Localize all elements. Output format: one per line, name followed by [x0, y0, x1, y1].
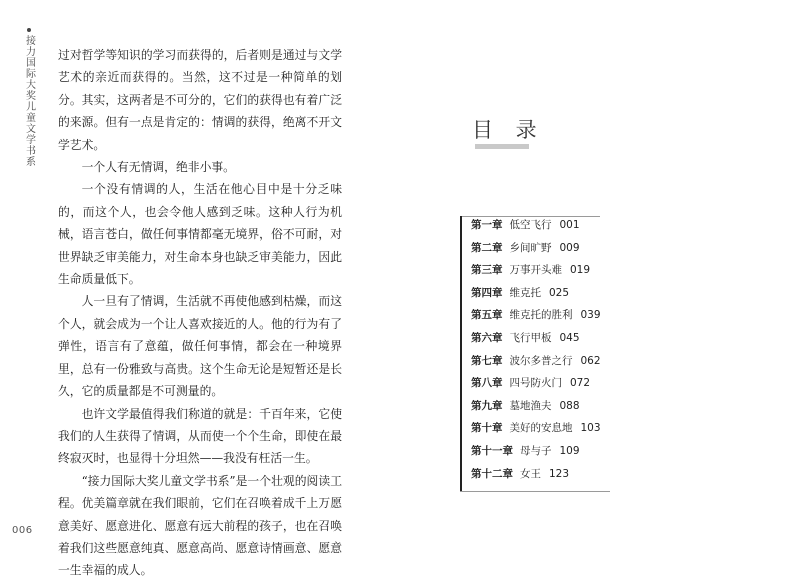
toc-chapter-number: 第八章: [471, 377, 503, 390]
paragraph: 也许文学最值得我们称道的就是：千百年来，它使我们的人生获得了情调，从而使一个个生命，即使在最终寂灭时，也显得十分坦然——我没有枉活一生。: [58, 406, 342, 466]
toc-chapter-number: 第五章: [471, 309, 503, 322]
toc-chapter-number: 第四章: [471, 286, 503, 299]
series-title-vertical: [22, 28, 36, 167]
toc-item[interactable]: [471, 304, 731, 327]
toc-item[interactable]: [471, 214, 731, 237]
toc-page-number: 072: [570, 377, 591, 390]
toc-chapter-title: 低空飞行: [509, 219, 552, 231]
toc-title: 目 录: [472, 118, 545, 142]
toc-item[interactable]: [471, 350, 731, 373]
toc-item[interactable]: [471, 395, 731, 418]
bullet-dot-icon: [27, 28, 31, 32]
body-text: [58, 44, 342, 582]
toc-chapter-title: 乡间旷野: [509, 241, 552, 254]
right-page: [395, 0, 790, 560]
toc-chapter-number: 第十一章: [471, 444, 513, 457]
toc-chapter-title: 美好的安息地: [509, 422, 573, 435]
toc-item[interactable]: [471, 417, 731, 440]
toc-page-number: 123: [549, 467, 570, 480]
toc-page-number: 062: [580, 354, 601, 367]
toc-chapter-title: 母与子: [520, 444, 552, 457]
series-title: 接力国际大奖儿童文学书系: [23, 35, 35, 167]
toc-chapter-title: 万事开头难: [509, 264, 562, 277]
toc-chapter-number: 第一章: [471, 219, 503, 231]
toc-item[interactable]: [471, 463, 731, 486]
toc-chapter-title: 墓地渔夫: [509, 399, 552, 412]
toc-bottom-divider: [460, 491, 610, 492]
toc-item[interactable]: [471, 259, 731, 282]
toc-item[interactable]: [471, 282, 731, 305]
paragraph: 一个人有无情调，绝非小事。: [81, 160, 235, 175]
left-page: [0, 0, 395, 578]
paragraph: 一个没有情调的人，生活在他心目中是十分乏味的，而这个人，也会令他人感到乏味。这种人行为机械，语言苍白，做任何事情都毫无境界，俗不可耐，对世界缺乏审美能力，对生命本身也缺乏审美能力，因此生命质量低下。: [58, 182, 342, 287]
toc-item[interactable]: [471, 440, 731, 463]
toc-page-number: 039: [580, 309, 601, 322]
toc-chapter-title: 飞行甲板: [509, 331, 552, 344]
toc-chapter-number: 第七章: [471, 354, 503, 367]
toc-chapter-title: 维克托的胜利: [509, 309, 573, 322]
toc-chapter-number: 第二章: [471, 241, 503, 254]
toc-chapter-number: 第三章: [471, 264, 503, 277]
toc-chapter-number: 第十章: [471, 422, 503, 435]
toc-page-number: 019: [570, 264, 591, 277]
toc-title-underline: [475, 144, 529, 149]
paragraph: 过对哲学等知识的学习而获得的，后者则是通过与文学艺术的亲近而获得的。当然，这不过是一种简单的划分。其实，这两者是不可分的，它们的获得也有着广泛的来源。但有一点是肯定的：情调的获得，绝离不开文学艺术。: [58, 48, 342, 152]
toc-item[interactable]: [471, 237, 731, 260]
toc-page-number: 009: [559, 241, 580, 254]
toc-item[interactable]: [471, 372, 731, 395]
toc-chapter-number: 第十二章: [471, 467, 513, 480]
toc-page-number: 025: [549, 286, 570, 299]
toc-chapter-title: 四号防火门: [509, 377, 562, 390]
toc-item[interactable]: [471, 327, 731, 350]
toc-chapter-number: 第六章: [471, 331, 503, 344]
toc-list: [471, 214, 731, 485]
toc-page-number: 088: [559, 399, 580, 412]
paragraph: “接力国际大奖儿童文学书系”是一个壮观的阅读工程。优美篇章就在我们眼前，它们在召唤着成千上万愿意美好、愿意进化、愿意有远大前程的孩子，也在召唤着我们这些愿意纯真、愿意高尚、愿意诗情画意、愿意一生幸福的成人。: [58, 473, 342, 578]
page-number: 006: [12, 525, 33, 536]
toc-chapter-number: 第九章: [471, 399, 503, 412]
toc-accent-rule: [460, 216, 462, 492]
paragraph: 人一旦有了情调，生活就不再使他感到枯燥，而这个人，就会成为一个让人喜欢接近的人。他的行为有了弹性，语言有了意蕴，做任何事情，都会在一种境界里，总有一份雅致与高贵。这个生命无论是短暂还是长久，它的质量都是不可测量的。: [58, 294, 342, 399]
toc-page-number: 103: [580, 422, 601, 435]
toc-chapter-title: 维克托: [509, 286, 541, 299]
toc-page-number: 109: [559, 444, 580, 457]
toc-page-number: 045: [559, 331, 580, 344]
toc-page-number: 001: [559, 219, 580, 231]
toc-chapter-title: 女王: [520, 467, 541, 480]
toc-chapter-title: 波尔多普之行: [509, 354, 573, 367]
